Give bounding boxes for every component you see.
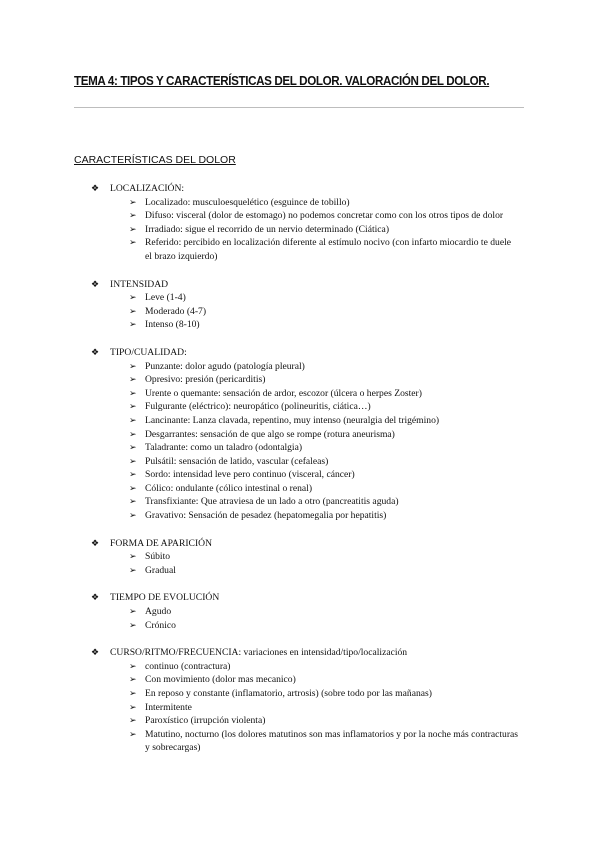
list-item (0, 673, 600, 687)
item-label: Fulgurante (eléctrico): (145, 401, 232, 413)
diamond-bullet-icon: ❖ (91, 592, 100, 603)
arrow-bullet-icon: ➢ (129, 387, 137, 398)
category-label: TIEMPO DE EVOLUCIÓN (110, 592, 220, 604)
category-label: CURSO/RITMO/FRECUENCIA: variaciones en intensidad/tipo/localización (110, 647, 408, 659)
list-item (0, 495, 600, 509)
item-label: Matutino, nocturno (los dolores matutinos son mas inflamatorios y por la noche más contracturas y sobrecargas) (145, 728, 519, 754)
item-label: Lancinante: (145, 414, 191, 426)
list-item (0, 414, 600, 428)
category-block (0, 346, 600, 523)
arrow-bullet-icon: ➢ (129, 455, 137, 466)
item-description: Lanza clavada, repentino, muy intenso (neuralgia del trigémino) (190, 414, 440, 426)
arrow-bullet-icon: ➢ (129, 564, 137, 575)
item-description: ondulante (cólico intestinal o renal) (173, 482, 313, 494)
item-label: Difuso: (145, 210, 174, 222)
list-item (0, 509, 600, 523)
item-label: Agudo (145, 606, 172, 618)
arrow-bullet-icon: ➢ (129, 728, 137, 739)
category-items (0, 196, 600, 264)
list-item (0, 550, 600, 564)
arrow-bullet-icon: ➢ (129, 374, 137, 385)
item-description: como un taladro (odontalgia) (188, 442, 303, 454)
item-label: Localizado: (145, 196, 191, 208)
characteristics-list (0, 182, 600, 769)
list-item (0, 196, 600, 210)
arrow-bullet-icon: ➢ (129, 414, 137, 425)
item-label: Desgarrantes: (145, 428, 198, 440)
category-label: LOCALIZACIÓN: (110, 183, 185, 194)
item-description: sensación de latido, vascular (cefaleas) (176, 455, 329, 467)
category-heading (0, 182, 600, 196)
arrow-bullet-icon: ➢ (129, 619, 137, 630)
item-label: Irradiado: (145, 223, 183, 235)
category-block (0, 278, 600, 332)
item-description: sigue el recorrido de un nervio determinado (Ciática) (182, 223, 390, 235)
item-description: percibido en localización diferente al estímulo nocivo (con infarto miocardio te duele el brazo izquierdo) (145, 237, 512, 262)
document-title: TEMA 4: TIPOS Y CARACTERÍSTICAS DEL DOLOR. VALORACIÓN DEL DOLOR. (74, 74, 490, 88)
item-label: Taladrante: (145, 442, 189, 454)
diamond-bullet-icon: ❖ (91, 346, 100, 357)
category-block (0, 182, 600, 264)
list-item (0, 564, 600, 578)
category-block (0, 591, 600, 632)
category-heading (0, 537, 600, 551)
item-label: Intermitente (145, 701, 192, 713)
arrow-bullet-icon: ➢ (129, 674, 137, 685)
list-item (0, 209, 600, 223)
item-description: Sensación de pesadez (hepatomegalia por hepatitis) (186, 510, 387, 522)
list-item (0, 400, 600, 414)
list-item (0, 714, 600, 728)
item-description: visceral (dolor de estomago) no podemos concretar como con los otros tipos de dolor (173, 210, 504, 222)
list-item (0, 360, 600, 374)
list-item (0, 468, 600, 482)
diamond-bullet-icon: ❖ (91, 537, 100, 548)
item-description: sensación de ardor, escozor (úlcera o herpes Zoster) (220, 387, 422, 399)
item-description: Que atraviesa de un lado a otro (pancreatitis aguda) (198, 496, 399, 508)
list-item (0, 373, 600, 387)
arrow-bullet-icon: ➢ (129, 551, 137, 562)
item-description: musculoesquelético (esguince de tobillo) (190, 196, 350, 208)
item-description: intensidad leve pero continuo (visceral, cáncer) (170, 469, 355, 481)
category-items (0, 360, 600, 523)
list-item (0, 455, 600, 469)
list-item (0, 701, 600, 715)
list-item (0, 318, 600, 332)
list-item (0, 605, 600, 619)
item-label: Gradual (145, 564, 176, 576)
arrow-bullet-icon: ➢ (129, 237, 137, 248)
arrow-bullet-icon: ➢ (129, 360, 137, 371)
category-block (0, 646, 600, 755)
category-heading (0, 278, 600, 292)
item-description: sensación de que algo se rompe (rotura aneurisma) (197, 428, 395, 440)
list-item (0, 291, 600, 305)
list-item (0, 728, 600, 755)
item-label: Sordo: (145, 469, 171, 481)
arrow-bullet-icon: ➢ (129, 319, 137, 330)
category-items (0, 291, 600, 332)
category-label: FORMA DE APARICIÓN (110, 537, 213, 549)
list-item (0, 223, 600, 237)
list-item (0, 236, 600, 263)
category-items (0, 605, 600, 632)
item-label: Paroxístico (irrupción violenta) (145, 715, 266, 727)
item-label: Transfixiante: (145, 496, 199, 508)
arrow-bullet-icon: ➢ (129, 469, 137, 480)
category-block (0, 537, 600, 578)
item-description: presión (pericarditis) (182, 374, 266, 386)
diamond-bullet-icon: ❖ (91, 278, 100, 289)
category-heading (0, 346, 600, 360)
list-item (0, 687, 600, 701)
arrow-bullet-icon: ➢ (129, 715, 137, 726)
arrow-bullet-icon: ➢ (129, 428, 137, 439)
arrow-bullet-icon: ➢ (129, 401, 137, 412)
list-item (0, 619, 600, 633)
item-label: Referido: (145, 237, 182, 249)
item-label: Intenso (145, 319, 174, 331)
item-label: En reposo y constante (inflamatorio, artrosis) (sobre todo por las mañanas) (145, 688, 432, 699)
item-label: Crónico (145, 619, 176, 631)
item-label: Cólico: (145, 482, 174, 494)
item-description: (1-4) (164, 292, 186, 304)
item-description: neuropático (polineuritis, ciática…) (231, 401, 371, 413)
arrow-bullet-icon: ➢ (129, 196, 137, 207)
list-item (0, 428, 600, 442)
arrow-bullet-icon: ➢ (129, 210, 137, 221)
arrow-bullet-icon: ➢ (129, 442, 137, 453)
item-label: Con movimiento (dolor mas mecanico) (145, 674, 296, 686)
category-label: INTENSIDAD (110, 278, 169, 290)
arrow-bullet-icon: ➢ (129, 223, 137, 234)
arrow-bullet-icon: ➢ (129, 701, 137, 712)
category-heading (0, 591, 600, 605)
item-label: Moderado (145, 305, 185, 317)
item-description: (8-10) (173, 319, 200, 331)
arrow-bullet-icon: ➢ (129, 688, 137, 698)
arrow-bullet-icon: ➢ (129, 482, 137, 493)
arrow-bullet-icon: ➢ (129, 305, 137, 316)
category-items (0, 660, 600, 755)
item-label: Pulsátil: (145, 455, 177, 467)
diamond-bullet-icon: ❖ (91, 183, 100, 193)
category-heading (0, 646, 600, 660)
list-item (0, 305, 600, 319)
list-item (0, 482, 600, 496)
arrow-bullet-icon: ➢ (129, 496, 137, 507)
title-divider (74, 107, 524, 108)
item-description: dolor agudo (patología pleural) (182, 360, 305, 372)
arrow-bullet-icon: ➢ (129, 292, 137, 303)
list-item (0, 387, 600, 401)
arrow-bullet-icon: ➢ (129, 660, 137, 671)
category-label: TIPO/CUALIDAD: (110, 346, 187, 358)
arrow-bullet-icon: ➢ (129, 510, 137, 521)
item-description: (4-7) (184, 305, 207, 317)
list-item (0, 441, 600, 455)
item-label: Súbito (145, 551, 171, 563)
item-label: Opresivo: (145, 374, 183, 386)
category-items (0, 550, 600, 577)
item-label: Urente o quemante: (145, 387, 221, 399)
item-label: continuo (contractura) (145, 660, 231, 672)
diamond-bullet-icon: ❖ (91, 647, 100, 658)
arrow-bullet-icon: ➢ (129, 606, 137, 617)
item-label: Punzante: (145, 360, 183, 372)
list-item (0, 660, 600, 674)
item-label: Gravativo: (145, 510, 187, 522)
item-label: Leve (145, 292, 165, 304)
section-title: CARACTERÍSTICAS DEL DOLOR (74, 154, 236, 166)
